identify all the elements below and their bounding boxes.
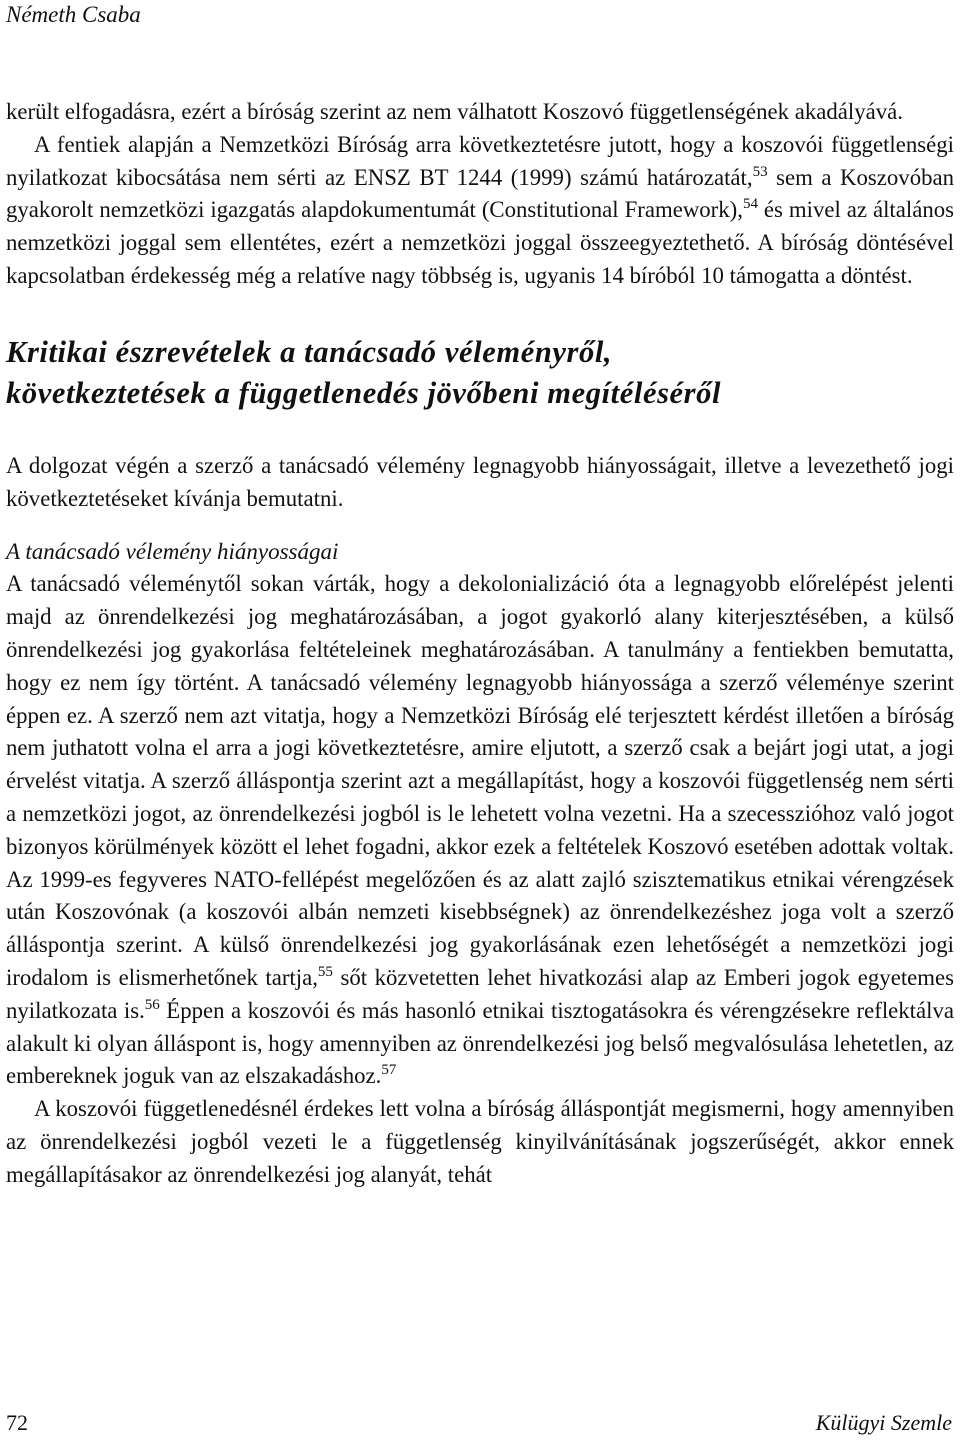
- page-number: 72: [6, 1410, 28, 1435]
- running-head-author: Németh Csaba: [6, 2, 141, 27]
- footnote-ref-55[interactable]: 55: [317, 963, 333, 980]
- paragraph-final: A koszovói függetlenedésnél érdekes lett volna a bíróság álláspontját megismerni, hogy amennyiben az önrendelkezési jogból vezeti le a függetlenség kinyilvánításának jogszerűségét, akkor ennek megállapításakor az önrendelkezési jog alanyát, tehát: [6, 1096, 954, 1187]
- paragraph-text: A tanácsadó véleménytől sokan várták, hogy a dekolonializáció óta a legnagyobb előrelépést jelenti majd az önrendelkezési jog meghatározásában, a jogot gyakorló alany kiterjesztésében, a külső önrendelkezési jog gyakorlása feltételeinek meghatározásában. A tanulmány a fentiekben bemutatta, hogy ez nem így történt. A tanácsadó vélemény legnagyobb hiányossága a szerző véleménye szerint éppen ez. A szerző nem azt vitatja, hogy a Nemzetközi Bíróság elé terjesztett kérdést illetően a bíróság nem juthatott volna el arra a jogi következtetésre, amire eljutott, a szerző csak a bejárt jogi utat, a jogi érvelést vitatja. A szerző álláspontja szerint azt a megállapítást, hogy a koszovói függetlenség nem sérti a nemzetközi jogot, az önrendelkezési jogból is le lehetett volna vezetni. Ha a szecesszióhoz való jogot bizonyos körülmények között el lehet fogadni, akkor ezek a feltételek Koszovó esetében adottak voltak. Az 1999-es fegyveres NATO-fellépést megelőzően és az alatt zajló szisztematikus etnikai vérengzések után Koszovónak (a koszovói albán nemzeti kisebbségnek) az önrendelkezéshez joga volt a szerző álláspontja szerint. A külső önrendelkezési jog gyakorlásának ezen lehetőségét a nemzetközi jogi irodalom is elismerhetőnek tartja,: [6, 571, 954, 990]
- spacer: [6, 414, 954, 450]
- paragraph-text: A fentiek alapján a Nemzetközi Bíróság arra következtetésre jutott, hogy a koszovói függetlenségi nyilatkozat kibocsátása nem sérti az ENSZ BT 1244 (1999) számú határozatát,: [6, 131, 954, 190]
- paragraph-text: Éppen a koszovói és más hasonló etnikai tisztogatásokra és vérengzésekre reflektálva alakult ki olyan álláspont is, hogy amennyiben az önrendelkezési jog belső megvalósulása lehetetlen, az embereknek joguk van az elszakadáshoz.: [6, 997, 954, 1089]
- paragraph-icj-conclusion: [6, 129, 954, 293]
- journal-title: Külügyi Szemle: [815, 1410, 952, 1435]
- section-heading: [6, 332, 954, 414]
- footnote-ref-53[interactable]: 53: [752, 163, 768, 180]
- footnote-ref-54[interactable]: 54: [742, 196, 758, 213]
- section-heading-line-1: Kritikai észrevételek a tanácsadó véleményről,: [6, 334, 613, 369]
- paragraph-text: sőt közvetetten lehet hivatkozási alap az Emberi jogok egyetemes nyilatkozata is.: [6, 964, 954, 1023]
- paragraph-shortcomings: [6, 568, 954, 1093]
- section-intro-paragraph: A dolgozat végén a szerző a tanácsadó vélemény legnagyobb hiányosságait, illetve a levezethető jogi következtetéseket kívánja bemutatni.: [6, 452, 954, 511]
- footnote-ref-56[interactable]: 56: [144, 996, 160, 1013]
- paragraph-text: és mivel az általános nemzetközi joggal sem ellentétes, ezért a nemzetközi joggal összeegyeztethető. A bíróság döntésével kapcsolatban érdekesség még a relatíve nagy többség is, ugyanis 14 bíróból 10 támogatta a döntést.: [6, 197, 954, 288]
- page-body: [6, 96, 954, 1192]
- paragraph-continued: került elfogadásra, ezért a bíróság szerint az nem válhatott Koszovó függetlenségének akadályává.: [6, 99, 903, 124]
- paragraph-text: sem a Koszovóban gyakorolt nemzetközi igazgatás alapdokumentumát (Constitutional Framework),: [6, 164, 955, 223]
- section-heading-line-2: következtetések a függetlenedés jövőbeni megítéléséről: [6, 375, 722, 410]
- footnote-ref-57[interactable]: 57: [381, 1062, 397, 1079]
- subsection-heading: A tanácsadó vélemény hiányosságai: [6, 539, 339, 565]
